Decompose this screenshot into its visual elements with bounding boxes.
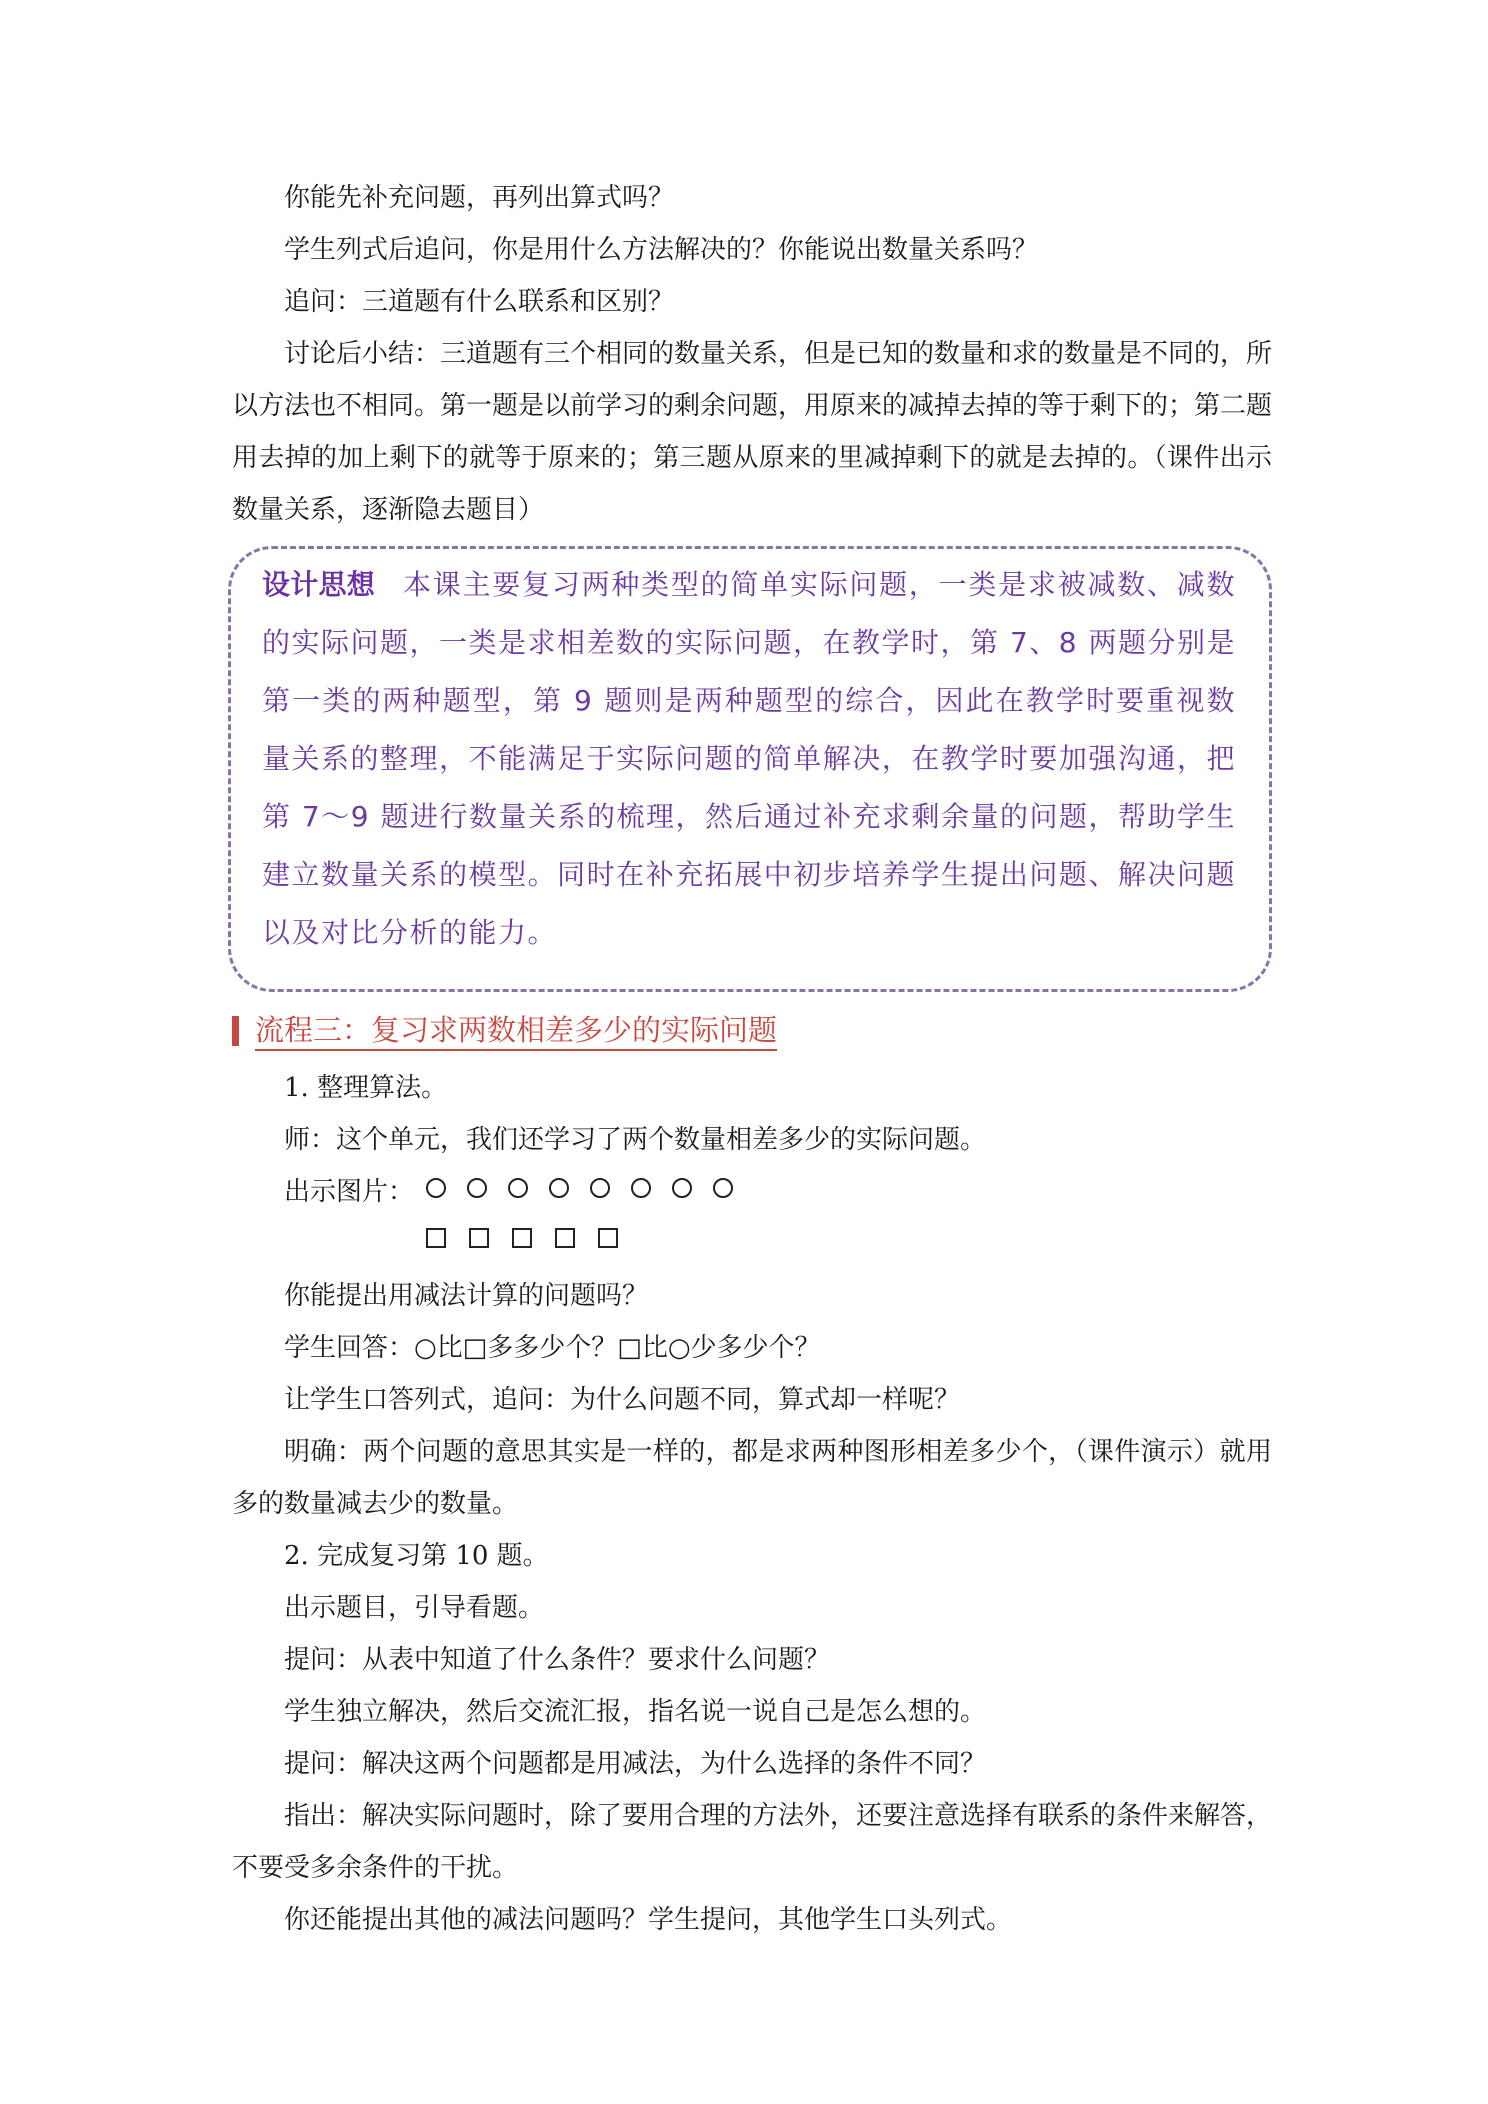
paragraph-supplement-question: 你能先补充问题，再列出算式吗？ (284, 183, 675, 213)
circle-shape (467, 1178, 487, 1198)
square-shape (512, 1228, 532, 1248)
design-idea-content: 本课主要复习两种类型的简单实际问题，一类是求被减数、减数的实际问题，一类是求相差数的实际问题，在教学时，第 7、8 两题分别是第一类的两种题型，第 9 题则是两种题型的综合，因此在教学时要重视数量关系的整理，不能满足于实际问题的简单解决，在教学时要加强沟通，把第 7～9 题进行数量关系的梳理，然后通过补充求剩余量的问题，帮助学生建立数量关系的模型。同时在补充拓展中初步培养学生提出问题、解决问题以及对比分析的能力。 (262, 568, 1236, 949)
circle-shape (590, 1178, 610, 1198)
square-shape (555, 1228, 575, 1248)
square-row (426, 1228, 618, 1248)
section-heading (232, 1010, 777, 1052)
square-shape (426, 1228, 446, 1248)
ask-why-line: 提问：解决这两个问题都是用减法，为什么选择的条件不同？ (284, 1749, 987, 1779)
more-questions-line: 你还能提出其他的减法问题吗？学生提问，其他学生口头列式。 (284, 1905, 1013, 1935)
student-solve-line: 学生独立解决，然后交流汇报，指名说一说自己是怎么想的。 (284, 1697, 987, 1727)
circle-shape (672, 1178, 692, 1198)
section-title: 流程三：复习求两数相差多少的实际问题 (255, 1011, 777, 1051)
clarify-paragraph: 明确：两个问题的意思其实是一样的，都是求两种图形相差多少个，（课件演示）就用多的数量减去少的数量。 (232, 1437, 1272, 1519)
show-question-line: 出示题目，引导看题。 (284, 1593, 545, 1623)
square-shape (598, 1228, 618, 1248)
circle-shape (426, 1178, 446, 1198)
circle-shape (713, 1178, 733, 1198)
paragraph-follow-up-method: 学生列式后追问，你是用什么方法解决的？你能说出数量关系吗？ (284, 235, 1039, 265)
teacher-line: 师：这个单元，我们还学习了两个数量相差多少的实际问题。 (284, 1125, 987, 1155)
step-2-heading: 2. 完成复习第 10 题。 (284, 1541, 549, 1571)
student-answer: 学生回答：○比□多多少个？□比○少多少个？ (284, 1333, 821, 1363)
paragraph-summary: 讨论后小结：三道题有三个相同的数量关系，但是已知的数量和求的数量是不同的，所以方法也不相同。第一题是以前学习的剩余问题，用原来的减掉去掉的等于剩下的；第二题用去掉的加上剩下的就等于原来的；第三题从原来的里减掉剩下的就是去掉的。（课件出示数量关系，逐渐隐去题目） (232, 339, 1273, 525)
circle-row (426, 1178, 733, 1198)
section-marker-bar (232, 1016, 239, 1046)
show-picture-label: 出示图片： (284, 1177, 415, 1207)
circle-shape (631, 1178, 651, 1198)
circle-shape (549, 1178, 569, 1198)
design-idea-text-block (262, 556, 1236, 962)
point-out-paragraph: 指出：解决实际问题时，除了要用合理的方法外，还要注意选择有联系的条件来解答，不要受多余条件的干扰。 (232, 1801, 1273, 1883)
oral-formula-line: 让学生口答列式，追问：为什么问题不同，算式却一样呢？ (284, 1385, 961, 1415)
ask-conditions-line: 提问：从表中知道了什么条件？要求什么问题？ (284, 1645, 831, 1675)
paragraph-follow-up-relation: 追问：三道题有什么联系和区别？ (284, 287, 675, 317)
step-1-heading: 1. 整理算法。 (284, 1073, 448, 1103)
square-shape (469, 1228, 489, 1248)
design-idea-label: 设计思想 (262, 568, 376, 601)
circle-shape (508, 1178, 528, 1198)
question-subtraction: 你能提出用减法计算的问题吗？ (284, 1281, 649, 1311)
